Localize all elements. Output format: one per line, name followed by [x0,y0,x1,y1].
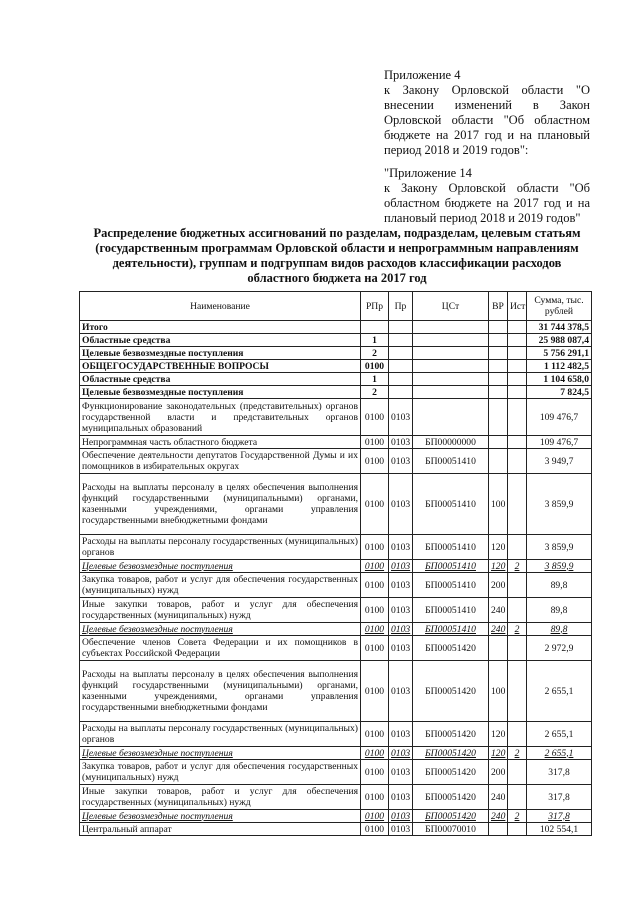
header-vr: ВР [489,292,508,321]
row-cst [413,347,489,360]
row-sum: 317,8 [527,760,592,785]
row-vr: 120 [489,535,508,560]
row-sum: 102 554,1 [527,823,592,836]
row-rpr: 0100 [361,823,389,836]
row-sum: 109 476,7 [527,436,592,449]
row-vr: 120 [489,747,508,760]
header-ist: Ист [508,292,527,321]
row-vr: 100 [489,474,508,535]
row-sum: 2 972,9 [527,636,592,661]
row-name: Областные средства [80,373,361,386]
row-sum: 89,8 [527,598,592,623]
table-row [80,399,592,436]
row-vr: 120 [489,560,508,573]
row-sum: 1 112 482,5 [527,360,592,373]
row-name: Обеспечение деятельности депутатов Государственной Думы и их помощников в избирательных округах [80,449,361,474]
row-vr [489,399,508,436]
row-pr [389,347,413,360]
table-row [80,386,592,399]
row-ist [508,360,527,373]
table-row [80,334,592,347]
row-cst: БП00051410 [413,474,489,535]
table-row [80,823,592,836]
row-name: Расходы на выплаты персоналу государственных (муниципальных) органов [80,722,361,747]
row-name: Обеспечение членов Совета Федерации и их помощников в субъектах Российской Федерации [80,636,361,661]
row-ist [508,823,527,836]
row-ist [508,573,527,598]
row-pr: 0103 [389,399,413,436]
row-cst: БП00051420 [413,661,489,722]
row-pr [389,373,413,386]
row-sum: 2 655,1 [527,722,592,747]
table-row [80,373,592,386]
row-pr: 0103 [389,598,413,623]
row-rpr: 2 [361,386,389,399]
row-ist [508,636,527,661]
row-cst: БП00051420 [413,747,489,760]
row-pr: 0103 [389,722,413,747]
row-pr [389,334,413,347]
row-cst [413,334,489,347]
row-vr [489,823,508,836]
row-sum: 317,8 [527,785,592,810]
table-row [80,560,592,573]
row-ist [508,760,527,785]
row-pr [389,360,413,373]
row-pr: 0103 [389,785,413,810]
row-vr [489,449,508,474]
row-cst: БП00070010 [413,823,489,836]
row-vr [489,386,508,399]
row-sum: 31 744 378,5 [527,321,592,334]
row-name: Функционирование законодательных (представительных) органов государственной власти и представительных органов муниципальных образований [80,399,361,436]
appendix-original-law-reference: к Закону Орловской области "Об областном бюджете на 2017 год и на плановый период 2018 и 2019 годов" [384,181,590,225]
table-row [80,810,592,823]
row-rpr: 0100 [361,636,389,661]
row-pr: 0103 [389,760,413,785]
row-name: Иные закупки товаров, работ и услуг для обеспечения государственных (муниципальных) нужд [80,598,361,623]
row-sum: 25 988 087,4 [527,334,592,347]
table-row [80,535,592,560]
row-vr [489,321,508,334]
row-cst: БП00051410 [413,598,489,623]
row-rpr: 0100 [361,560,389,573]
row-vr: 100 [489,661,508,722]
row-name: Целевые безвозмездные поступления [80,347,361,360]
row-cst [413,373,489,386]
row-vr: 240 [489,785,508,810]
header-rpr: РПр [361,292,389,321]
row-pr: 0103 [389,474,413,535]
row-cst [413,399,489,436]
row-vr: 200 [489,573,508,598]
row-vr [489,436,508,449]
appendix-block [384,68,590,226]
row-ist [508,598,527,623]
row-ist [508,334,527,347]
header-name: Наименование [80,292,361,321]
row-rpr: 1 [361,334,389,347]
row-sum: 2 655,1 [527,747,592,760]
row-vr: 240 [489,598,508,623]
row-pr [389,321,413,334]
row-pr: 0103 [389,573,413,598]
row-rpr: 1 [361,373,389,386]
row-cst: БП00051410 [413,573,489,598]
document-title: Распределение бюджетных ассигнований по разделам, подразделам, целевым статьям (государственным программам Орловской области и непрограммным направлениям деятельности), группам и подгруппам видов расходов классификации расходов областного бюджета на 2017 год [93,226,581,285]
table-row [80,747,592,760]
row-vr: 240 [489,623,508,636]
row-ist: 2 [508,560,527,573]
row-vr [489,636,508,661]
table-row [80,661,592,722]
table-row [80,598,592,623]
row-ist: 2 [508,747,527,760]
row-cst [413,321,489,334]
row-rpr: 0100 [361,535,389,560]
row-vr: 200 [489,760,508,785]
row-cst: БП00051420 [413,785,489,810]
header-cst: ЦСт [413,292,489,321]
row-rpr: 0100 [361,810,389,823]
row-rpr: 0100 [361,722,389,747]
table-row [80,474,592,535]
row-name: Расходы на выплаты персоналу в целях обеспечения выполнения функций государственными (муниципальными) органами, казенными учреждениями, органами управления государственными внебюджетными фондами [80,474,361,535]
row-cst: БП00051420 [413,760,489,785]
row-rpr: 0100 [361,623,389,636]
row-sum: 89,8 [527,573,592,598]
header-pr: Пр [389,292,413,321]
row-sum: 317,8 [527,810,592,823]
row-vr: 240 [489,810,508,823]
header-sum: Сумма, тыс. рублей [527,292,592,321]
row-rpr: 0100 [361,661,389,722]
row-rpr: 0100 [361,474,389,535]
row-rpr: 0100 [361,573,389,598]
row-ist [508,661,527,722]
row-ist: 2 [508,810,527,823]
row-ist [508,386,527,399]
row-sum: 3 859,9 [527,474,592,535]
row-sum: 1 104 658,0 [527,373,592,386]
row-rpr: 0100 [361,449,389,474]
row-sum: 3 949,7 [527,449,592,474]
row-pr: 0103 [389,560,413,573]
row-cst [413,360,489,373]
table-row [80,347,592,360]
table-row [80,623,592,636]
row-vr [489,334,508,347]
row-cst: БП00051410 [413,535,489,560]
row-pr: 0103 [389,636,413,661]
appendix-original-number: "Приложение 14 [384,166,472,180]
row-pr: 0103 [389,661,413,722]
table-row [80,785,592,810]
row-pr [389,386,413,399]
row-ist [508,436,527,449]
row-name: Иные закупки товаров, работ и услуг для обеспечения государственных (муниципальных) нужд [80,785,361,810]
table-header-row [80,292,592,321]
row-sum: 3 859,9 [527,535,592,560]
table-row [80,360,592,373]
row-pr: 0103 [389,747,413,760]
row-ist [508,449,527,474]
appendix-law-reference: к Закону Орловской области "О внесении изменений в Закон Орловской области "Об областном бюджете на 2017 год и на плановый период 2018 и 2019 годов": [384,83,590,157]
row-rpr [361,321,389,334]
row-vr: 120 [489,722,508,747]
table-row [80,321,592,334]
row-cst: БП00051420 [413,810,489,823]
row-rpr: 2 [361,347,389,360]
table-row [80,760,592,785]
row-rpr: 0100 [361,747,389,760]
row-cst: БП00051410 [413,560,489,573]
row-name: Итого [80,321,361,334]
row-name: Целевые безвозмездные поступления [80,623,361,636]
table-row [80,636,592,661]
row-name: ОБЩЕГОСУДАРСТВЕННЫЕ ВОПРОСЫ [80,360,361,373]
row-rpr: 0100 [361,360,389,373]
row-name: Целевые безвозмездные поступления [80,560,361,573]
row-ist [508,535,527,560]
row-name: Расходы на выплаты персоналу в целях обеспечения выполнения функций государственными (муниципальными) органами, казенными учреждениями, органами управления государственными внебюджетными фондами [80,661,361,722]
row-sum: 2 655,1 [527,661,592,722]
row-rpr: 0100 [361,436,389,449]
row-ist: 2 [508,623,527,636]
row-name: Областные средства [80,334,361,347]
row-cst: БП00051410 [413,449,489,474]
table-row [80,722,592,747]
row-name: Центральный аппарат [80,823,361,836]
row-cst: БП00051410 [413,623,489,636]
row-ist [508,785,527,810]
row-sum: 109 476,7 [527,399,592,436]
row-ist [508,722,527,747]
row-pr: 0103 [389,436,413,449]
row-vr [489,347,508,360]
row-sum: 7 824,5 [527,386,592,399]
row-name: Непрограммная часть областного бюджета [80,436,361,449]
row-rpr: 0100 [361,399,389,436]
row-sum: 5 756 291,1 [527,347,592,360]
table-row [80,573,592,598]
row-ist [508,373,527,386]
row-cst: БП00051420 [413,722,489,747]
row-name: Целевые безвозмездные поступления [80,810,361,823]
row-name: Расходы на выплаты персоналу государственных (муниципальных) органов [80,535,361,560]
row-rpr: 0100 [361,598,389,623]
row-name: Целевые безвозмездные поступления [80,747,361,760]
table-row [80,449,592,474]
row-pr: 0103 [389,535,413,560]
row-ist [508,321,527,334]
row-name: Целевые безвозмездные поступления [80,386,361,399]
row-pr: 0103 [389,623,413,636]
row-sum: 89,8 [527,623,592,636]
appendix-number: Приложение 4 [384,68,461,82]
row-pr: 0103 [389,823,413,836]
row-cst: БП00000000 [413,436,489,449]
row-vr [489,360,508,373]
budget-table [79,291,592,836]
row-name: Закупка товаров, работ и услуг для обеспечения государственных (муниципальных) нужд [80,760,361,785]
table-row [80,436,592,449]
row-cst [413,386,489,399]
row-ist [508,474,527,535]
row-name: Закупка товаров, работ и услуг для обеспечения государственных (муниципальных) нужд [80,573,361,598]
row-cst: БП00051420 [413,636,489,661]
row-vr [489,373,508,386]
row-pr: 0103 [389,449,413,474]
row-sum: 3 859,9 [527,560,592,573]
row-ist [508,347,527,360]
row-pr: 0103 [389,810,413,823]
row-rpr: 0100 [361,760,389,785]
row-rpr: 0100 [361,785,389,810]
row-ist [508,399,527,436]
